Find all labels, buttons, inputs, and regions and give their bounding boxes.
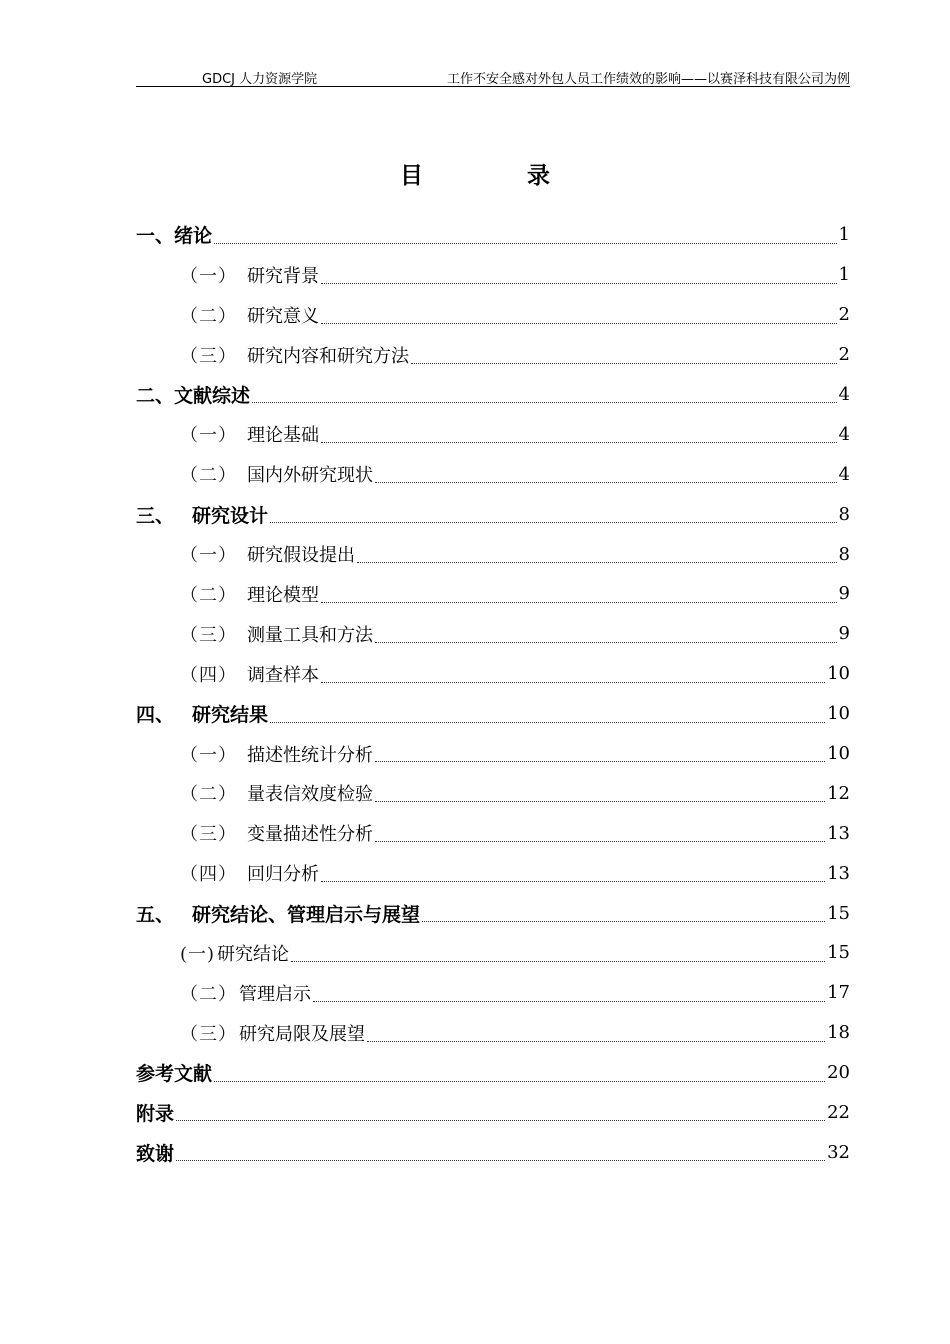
toc-section-entry[interactable] <box>136 414 850 454</box>
toc-entry-number: （四） <box>180 864 237 886</box>
page-header <box>136 66 850 87</box>
toc-section-entry[interactable] <box>136 853 850 893</box>
toc-entry-number: （一） <box>180 744 237 766</box>
toc-dot-leader <box>176 1160 825 1161</box>
toc-entry-number: （二） <box>180 465 237 487</box>
toc-entry-label: 测量工具和方法 <box>247 624 373 646</box>
toc-entry-label: 研究结果 <box>192 704 269 727</box>
toc-section-entry[interactable] <box>136 614 850 654</box>
toc-dot-leader <box>375 801 825 802</box>
toc-dot-leader <box>214 243 837 244</box>
toc-page-number: 13 <box>827 862 850 884</box>
toc-entry-label: 研究背景 <box>247 265 319 287</box>
header-thesis-title: 工作不安全感对外包人员工作绩效的影响——以赛泽科技有限公司为例 <box>446 72 850 87</box>
toc-title: 目录 <box>400 163 654 189</box>
toc-page-number: 2 <box>838 344 850 366</box>
toc-entry-number: （二） <box>180 983 237 1005</box>
toc-entry-number: (一) <box>180 943 216 965</box>
toc-page-number: 10 <box>827 703 850 725</box>
toc-entry-label: 量表信效度检验 <box>247 784 373 806</box>
toc-dot-leader <box>367 1041 825 1042</box>
toc-section-entry[interactable] <box>136 1013 850 1053</box>
toc-page-number: 8 <box>838 503 850 525</box>
toc-page-number: 9 <box>838 623 850 645</box>
toc-section-entry[interactable] <box>136 973 850 1013</box>
toc-entry-label: 参考文献 <box>136 1063 213 1086</box>
toc-entry-number: （三） <box>180 824 237 846</box>
toc-chapter-entry[interactable] <box>136 1093 850 1133</box>
toc-entry-label: 研究意义 <box>247 305 319 327</box>
toc-entry-number: 四、 <box>136 704 175 727</box>
toc-chapter-entry[interactable] <box>136 694 850 734</box>
toc-page-number: 18 <box>827 1022 850 1044</box>
toc-entry-label: 研究结论 <box>217 943 290 965</box>
toc-entry-number: 一、 <box>136 225 175 248</box>
toc-entry-label: 管理启示 <box>239 983 311 1005</box>
toc-page-number: 1 <box>838 224 850 246</box>
toc-entry-number: 五、 <box>136 903 175 926</box>
toc-entry-label: 文献综述 <box>174 385 251 407</box>
toc-dot-leader <box>422 921 825 922</box>
toc-page-number: 20 <box>827 1062 850 1084</box>
toc-section-entry[interactable] <box>136 734 850 774</box>
toc-dot-leader <box>321 283 837 284</box>
toc-entry-number: （三） <box>180 345 237 367</box>
toc-dot-leader <box>321 682 825 683</box>
toc-dot-leader <box>411 363 837 364</box>
toc-entry-label: 理论模型 <box>247 584 319 606</box>
toc-page-number: 15 <box>827 902 850 924</box>
toc-dot-leader <box>252 402 837 403</box>
toc-entry-number: （二） <box>180 784 237 806</box>
header-school: GDCJ 人力资源学院 <box>202 72 318 87</box>
toc-entry-label: 国内外研究现状 <box>247 465 373 487</box>
toc-chapter-entry[interactable] <box>136 494 850 534</box>
toc-entry-label: 绪论 <box>174 225 213 248</box>
toc-section-entry[interactable] <box>136 255 850 295</box>
toc-section-entry[interactable] <box>136 335 850 375</box>
toc-section-entry[interactable] <box>136 454 850 494</box>
toc-dot-leader <box>291 961 825 962</box>
toc-chapter-entry[interactable] <box>136 1132 850 1172</box>
toc-chapter-entry[interactable] <box>136 893 850 933</box>
toc-entry-label: 致谢 <box>136 1142 175 1165</box>
toc-entry-label: 研究设计 <box>192 504 269 527</box>
toc-page-number: 1 <box>838 264 850 286</box>
toc-dot-leader <box>375 841 825 842</box>
toc-dot-leader <box>357 562 837 563</box>
toc-section-entry[interactable] <box>136 534 850 574</box>
toc-entry-label: 变量描述性分析 <box>247 824 373 846</box>
toc-entry-number: （二） <box>180 584 237 606</box>
toc-entry-number: 三、 <box>136 504 175 527</box>
toc-entry-number: （二） <box>180 305 237 327</box>
toc-page-number: 32 <box>827 1141 850 1163</box>
toc-dot-leader <box>321 442 837 443</box>
toc-section-entry[interactable] <box>136 654 850 694</box>
toc-page-number: 4 <box>838 423 850 445</box>
toc-chapter-entry[interactable] <box>136 215 850 255</box>
toc-page-number: 22 <box>827 1102 850 1124</box>
toc-entry-label: 附录 <box>136 1103 175 1126</box>
toc-entry-label: 调查样本 <box>247 664 319 686</box>
toc-dot-leader <box>313 1001 825 1002</box>
toc-dot-leader <box>270 522 837 523</box>
toc-dot-leader <box>375 761 825 762</box>
toc-entry-label: 研究局限及展望 <box>239 1023 365 1045</box>
toc-dot-leader <box>375 642 837 643</box>
toc-dot-leader <box>270 722 825 723</box>
toc-dot-leader <box>321 602 837 603</box>
toc-entry-label: 研究内容和研究方法 <box>247 345 409 367</box>
toc-page-number: 17 <box>827 982 850 1004</box>
toc-chapter-entry[interactable] <box>136 1053 850 1093</box>
toc-page-number: 10 <box>827 663 850 685</box>
toc-entry-number: （一） <box>180 265 237 287</box>
toc-page-number: 9 <box>838 583 850 605</box>
toc-section-entry[interactable] <box>136 813 850 853</box>
toc-page-number: 2 <box>838 304 850 326</box>
toc-entry-number: （一） <box>180 425 237 447</box>
toc-page-number: 10 <box>827 743 850 765</box>
toc-dot-leader <box>321 323 837 324</box>
toc-section-entry[interactable] <box>136 773 850 813</box>
toc-page-number: 4 <box>838 463 850 485</box>
toc-dot-leader <box>321 881 825 882</box>
toc-section-entry[interactable] <box>136 574 850 614</box>
toc-entry-number: （三） <box>180 1023 237 1045</box>
toc-entry-number: 二、 <box>136 385 175 407</box>
toc-entry-number: （三） <box>180 624 237 646</box>
table-of-contents <box>136 215 850 1172</box>
toc-entry-label: 研究假设提出 <box>247 545 355 567</box>
toc-page-number: 15 <box>827 942 850 964</box>
toc-entry-number: （四） <box>180 664 237 686</box>
toc-entry-label: 回归分析 <box>247 864 319 886</box>
toc-dot-leader <box>176 1120 825 1121</box>
toc-dot-leader <box>375 482 837 483</box>
toc-section-entry[interactable] <box>136 295 850 335</box>
toc-entry-label: 理论基础 <box>247 425 319 447</box>
toc-dot-leader <box>214 1081 825 1082</box>
toc-chapter-entry[interactable] <box>136 375 850 415</box>
toc-entry-label: 描述性统计分析 <box>247 744 373 766</box>
toc-entry-label: 研究结论、管理启示与展望 <box>192 903 421 926</box>
toc-page-number: 12 <box>827 782 850 804</box>
toc-entry-number: （一） <box>180 545 237 567</box>
toc-page-number: 8 <box>838 543 850 565</box>
toc-page-number: 13 <box>827 822 850 844</box>
toc-section-entry[interactable] <box>136 933 850 973</box>
toc-page-number: 4 <box>838 384 850 405</box>
